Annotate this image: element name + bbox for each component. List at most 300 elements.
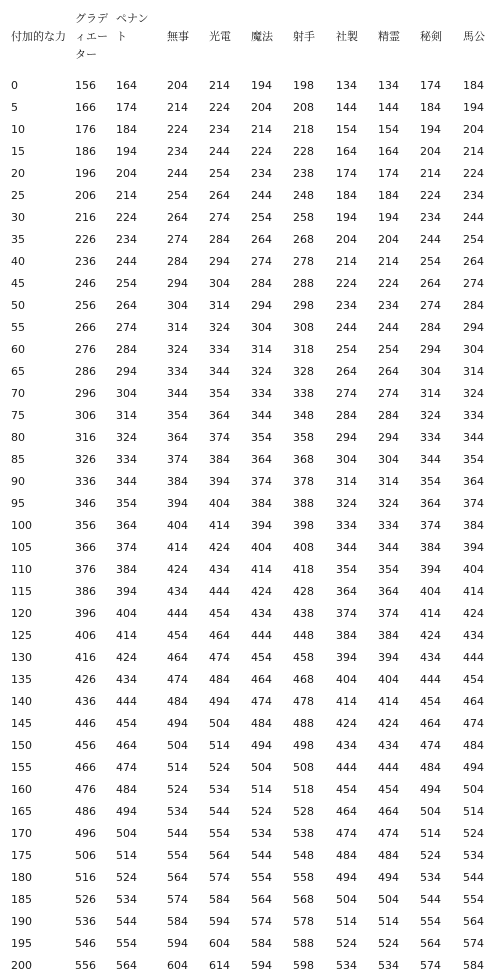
table-cell: 334: [116, 452, 137, 466]
table-cell: 364: [251, 452, 272, 466]
table-cell: 534: [463, 848, 484, 862]
table-cell: 396: [75, 606, 96, 620]
row-label-cell: 55: [11, 320, 25, 334]
table-cell: 308: [293, 320, 314, 334]
table-cell: 434: [378, 738, 399, 752]
table-cell: 536: [75, 914, 96, 928]
table-cell: 264: [463, 254, 484, 268]
row-label-cell: 75: [11, 408, 25, 422]
row-label-cell: 115: [11, 584, 32, 598]
table-cell: 588: [293, 936, 314, 950]
table-row: [0, 822, 497, 844]
table-cell: 224: [251, 144, 272, 158]
table-cell: 404: [209, 496, 230, 510]
column-header: 精霊: [378, 30, 400, 43]
table-cell: 504: [116, 826, 137, 840]
table-row: [0, 470, 497, 492]
table-cell: 264: [116, 298, 137, 312]
table-row: [0, 294, 497, 316]
table-cell: 156: [75, 78, 96, 92]
table-cell: 414: [420, 606, 441, 620]
table-cell: 424: [209, 540, 230, 554]
table-row: [0, 74, 497, 96]
table-cell: 464: [209, 628, 230, 642]
table-cell: 274: [463, 276, 484, 290]
table-row: [0, 382, 497, 404]
column-header: 魔法: [251, 30, 273, 43]
table-cell: 354: [209, 386, 230, 400]
table-cell: 504: [251, 760, 272, 774]
table-cell: 324: [209, 320, 230, 334]
table-cell: 234: [463, 188, 484, 202]
table-cell: 364: [209, 408, 230, 422]
row-label-cell: 190: [11, 914, 32, 928]
table-cell: 224: [336, 276, 357, 290]
table-cell: 334: [420, 430, 441, 444]
table-cell: 196: [75, 166, 96, 180]
table-row: [0, 624, 497, 646]
table-cell: 454: [420, 694, 441, 708]
table-row: [0, 426, 497, 448]
table-row: [0, 602, 497, 624]
table-cell: 144: [378, 100, 399, 114]
table-cell: 314: [167, 320, 188, 334]
table-cell: 544: [251, 848, 272, 862]
row-label-cell: 175: [11, 848, 32, 862]
table-cell: 404: [336, 672, 357, 686]
row-label-cell: 155: [11, 760, 32, 774]
table-cell: 226: [75, 232, 96, 246]
table-cell: 458: [293, 650, 314, 664]
table-cell: 294: [167, 276, 188, 290]
table-cell: 438: [293, 606, 314, 620]
table-cell: 354: [463, 452, 484, 466]
table-cell: 204: [378, 232, 399, 246]
table-cell: 206: [75, 188, 96, 202]
table-cell: 204: [251, 100, 272, 114]
table-cell: 466: [75, 760, 96, 774]
table-cell: 494: [378, 870, 399, 884]
table-cell: 334: [251, 386, 272, 400]
table-row: [0, 272, 497, 294]
table-cell: 474: [463, 716, 484, 730]
table-cell: 346: [75, 496, 96, 510]
table-cell: 426: [75, 672, 96, 686]
table-cell: 216: [75, 210, 96, 224]
table-cell: 504: [336, 892, 357, 906]
table-cell: 208: [293, 100, 314, 114]
table-cell: 366: [75, 540, 96, 554]
table-cell: 284: [209, 232, 230, 246]
table-cell: 464: [420, 716, 441, 730]
table-cell: 534: [116, 892, 137, 906]
table-cell: 364: [420, 496, 441, 510]
table-cell: 524: [167, 782, 188, 796]
table-cell: 194: [420, 122, 441, 136]
table-cell: 328: [293, 364, 314, 378]
table-cell: 336: [75, 474, 96, 488]
table-cell: 574: [251, 914, 272, 928]
table-cell: 344: [116, 474, 137, 488]
table-cell: 364: [336, 584, 357, 598]
table-cell: 414: [463, 584, 484, 598]
table-cell: 554: [116, 936, 137, 950]
table-cell: 544: [420, 892, 441, 906]
table-row: [0, 690, 497, 712]
table-cell: 344: [251, 408, 272, 422]
table-cell: 558: [293, 870, 314, 884]
column-header: グラディエーター: [75, 12, 108, 61]
table-cell: 184: [420, 100, 441, 114]
table-cell: 436: [75, 694, 96, 708]
table-cell: 334: [336, 518, 357, 532]
table-cell: 474: [378, 826, 399, 840]
table-body: [0, 74, 497, 976]
table-cell: 254: [209, 166, 230, 180]
table-cell: 568: [293, 892, 314, 906]
table-cell: 284: [167, 254, 188, 268]
table-cell: 504: [463, 782, 484, 796]
table-cell: 394: [378, 650, 399, 664]
table-cell: 454: [336, 782, 357, 796]
row-label-cell: 65: [11, 364, 25, 378]
table-cell: 464: [167, 650, 188, 664]
table-cell: 214: [167, 100, 188, 114]
table-cell: 184: [336, 188, 357, 202]
row-label-cell: 45: [11, 276, 25, 290]
table-cell: 284: [116, 342, 137, 356]
table-cell: 204: [336, 232, 357, 246]
table-cell: 444: [378, 760, 399, 774]
table-cell: 514: [116, 848, 137, 862]
table-cell: 584: [463, 958, 484, 972]
table-cell: 384: [463, 518, 484, 532]
table-cell: 244: [251, 188, 272, 202]
table-cell: 294: [378, 430, 399, 444]
table-cell: 554: [209, 826, 230, 840]
table-cell: 454: [378, 782, 399, 796]
table-cell: 594: [209, 914, 230, 928]
table-cell: 228: [293, 144, 314, 158]
table-cell: 198: [293, 78, 314, 92]
table-cell: 294: [420, 342, 441, 356]
table-cell: 564: [116, 958, 137, 972]
table-cell: 544: [167, 826, 188, 840]
table-cell: 456: [75, 738, 96, 752]
table-cell: 374: [420, 518, 441, 532]
table-cell: 164: [116, 78, 137, 92]
table-cell: 304: [167, 298, 188, 312]
table-cell: 546: [75, 936, 96, 950]
table-cell: 526: [75, 892, 96, 906]
table-cell: 554: [251, 870, 272, 884]
table-cell: 166: [75, 100, 96, 114]
table-row: [0, 712, 497, 734]
column-header: 無事: [167, 30, 189, 43]
table-cell: 266: [75, 320, 96, 334]
table-cell: 314: [336, 474, 357, 488]
table-cell: 194: [378, 210, 399, 224]
table-cell: 404: [378, 672, 399, 686]
table-cell: 214: [336, 254, 357, 268]
table-cell: 444: [251, 628, 272, 642]
table-cell: 334: [463, 408, 484, 422]
table-cell: 354: [251, 430, 272, 444]
table-cell: 454: [463, 672, 484, 686]
row-label-cell: 160: [11, 782, 32, 796]
row-label-cell: 50: [11, 298, 25, 312]
table-cell: 444: [463, 650, 484, 664]
table-row: [0, 228, 497, 250]
table-cell: 434: [116, 672, 137, 686]
table-cell: 254: [378, 342, 399, 356]
table-cell: 354: [420, 474, 441, 488]
table-cell: 294: [251, 298, 272, 312]
row-label-cell: 110: [11, 562, 32, 576]
table-cell: 214: [378, 254, 399, 268]
table-cell: 184: [116, 122, 137, 136]
table-cell: 284: [463, 298, 484, 312]
table-cell: 564: [420, 936, 441, 950]
table-cell: 344: [336, 540, 357, 554]
table-cell: 174: [420, 78, 441, 92]
table-cell: 264: [167, 210, 188, 224]
table-cell: 174: [116, 100, 137, 114]
table-cell: 294: [463, 320, 484, 334]
row-label-cell: 170: [11, 826, 32, 840]
table-cell: 236: [75, 254, 96, 268]
table-cell: 274: [209, 210, 230, 224]
table-cell: 414: [378, 694, 399, 708]
table-cell: 604: [209, 936, 230, 950]
table-cell: 454: [116, 716, 137, 730]
table-cell: 294: [209, 254, 230, 268]
row-label-cell: 25: [11, 188, 25, 202]
table-cell: 584: [167, 914, 188, 928]
table-cell: 514: [463, 804, 484, 818]
table-cell: 254: [116, 276, 137, 290]
table-cell: 474: [420, 738, 441, 752]
table-cell: 194: [251, 78, 272, 92]
table-cell: 338: [293, 386, 314, 400]
table-cell: 394: [251, 518, 272, 532]
table-cell: 154: [336, 122, 357, 136]
table-cell: 194: [463, 100, 484, 114]
table-cell: 534: [378, 958, 399, 972]
table-cell: 534: [251, 826, 272, 840]
table-cell: 384: [116, 562, 137, 576]
table-cell: 314: [463, 364, 484, 378]
table-cell: 394: [420, 562, 441, 576]
column-header: 社製: [336, 30, 358, 43]
table-cell: 434: [420, 650, 441, 664]
table-cell: 304: [251, 320, 272, 334]
table-cell: 398: [293, 518, 314, 532]
table-cell: 288: [293, 276, 314, 290]
table-cell: 468: [293, 672, 314, 686]
table-cell: 574: [420, 958, 441, 972]
table-cell: 304: [420, 364, 441, 378]
table-cell: 524: [336, 936, 357, 950]
table-cell: 484: [420, 760, 441, 774]
table-cell: 184: [378, 188, 399, 202]
table-cell: 214: [420, 166, 441, 180]
table-cell: 374: [463, 496, 484, 510]
table-row: [0, 536, 497, 558]
table-cell: 548: [293, 848, 314, 862]
column-header: 付加的な力: [11, 30, 66, 43]
table-cell: 374: [167, 452, 188, 466]
column-header: 馬公: [463, 30, 485, 43]
table-cell: 324: [167, 342, 188, 356]
table-cell: 518: [293, 782, 314, 796]
table-cell: 214: [463, 144, 484, 158]
table-cell: 424: [378, 716, 399, 730]
table-cell: 234: [336, 298, 357, 312]
table-cell: 186: [75, 144, 96, 158]
table-cell: 514: [167, 760, 188, 774]
row-label-cell: 145: [11, 716, 32, 730]
table-cell: 484: [463, 738, 484, 752]
table-cell: 414: [209, 518, 230, 532]
table-cell: 364: [378, 584, 399, 598]
table-cell: 554: [167, 848, 188, 862]
table-cell: 364: [116, 518, 137, 532]
table-row: [0, 778, 497, 800]
table-cell: 314: [209, 298, 230, 312]
table-cell: 454: [167, 628, 188, 642]
table-cell: 134: [336, 78, 357, 92]
table-cell: 264: [209, 188, 230, 202]
table-cell: 444: [336, 760, 357, 774]
table-cell: 404: [420, 584, 441, 598]
table-cell: 304: [336, 452, 357, 466]
table-cell: 448: [293, 628, 314, 642]
table-cell: 306: [75, 408, 96, 422]
table-cell: 376: [75, 562, 96, 576]
table-cell: 374: [209, 430, 230, 444]
table-cell: 404: [251, 540, 272, 554]
table-cell: 454: [251, 650, 272, 664]
table-cell: 134: [378, 78, 399, 92]
table-cell: 374: [378, 606, 399, 620]
table-cell: 574: [463, 936, 484, 950]
table-cell: 384: [378, 628, 399, 642]
table-cell: 348: [293, 408, 314, 422]
table-cell: 494: [167, 716, 188, 730]
table-cell: 474: [116, 760, 137, 774]
table-cell: 488: [293, 716, 314, 730]
table-cell: 594: [167, 936, 188, 950]
table-cell: 354: [167, 408, 188, 422]
table-cell: 478: [293, 694, 314, 708]
table-row: [0, 866, 497, 888]
table-cell: 564: [167, 870, 188, 884]
table-cell: 324: [420, 408, 441, 422]
table-cell: 244: [420, 232, 441, 246]
table-cell: 504: [209, 716, 230, 730]
table-cell: 354: [336, 562, 357, 576]
table-cell: 496: [75, 826, 96, 840]
table-cell: 284: [420, 320, 441, 334]
table-cell: 224: [378, 276, 399, 290]
table-cell: 254: [420, 254, 441, 268]
table-row: [0, 250, 497, 272]
table-cell: 434: [251, 606, 272, 620]
table-cell: 514: [209, 738, 230, 752]
table-cell: 296: [75, 386, 96, 400]
table-row: [0, 910, 497, 932]
row-label-cell: 100: [11, 518, 32, 532]
table-cell: 248: [293, 188, 314, 202]
header-row: [0, 0, 497, 74]
table-cell: 484: [336, 848, 357, 862]
table-row: [0, 514, 497, 536]
table-cell: 564: [209, 848, 230, 862]
table-cell: 304: [378, 452, 399, 466]
table-cell: 358: [293, 430, 314, 444]
table-cell: 204: [116, 166, 137, 180]
table-cell: 364: [167, 430, 188, 444]
table-cell: 334: [209, 342, 230, 356]
table-cell: 214: [209, 78, 230, 92]
table-cell: 284: [336, 408, 357, 422]
table-cell: 516: [75, 870, 96, 884]
table-cell: 484: [167, 694, 188, 708]
table-cell: 444: [420, 672, 441, 686]
table-cell: 314: [378, 474, 399, 488]
table-cell: 224: [116, 210, 137, 224]
table-cell: 214: [116, 188, 137, 202]
table-cell: 254: [167, 188, 188, 202]
table-cell: 264: [420, 276, 441, 290]
table-cell: 238: [293, 166, 314, 180]
table-cell: 234: [251, 166, 272, 180]
table-cell: 394: [116, 584, 137, 598]
table-row: [0, 756, 497, 778]
table-cell: 524: [420, 848, 441, 862]
table-cell: 224: [167, 122, 188, 136]
table-row: [0, 140, 497, 162]
table-row: [0, 316, 497, 338]
table-cell: 344: [378, 540, 399, 554]
table-cell: 464: [336, 804, 357, 818]
table-cell: 484: [378, 848, 399, 862]
table-cell: 424: [420, 628, 441, 642]
table-cell: 284: [251, 276, 272, 290]
table-cell: 564: [251, 892, 272, 906]
row-label-cell: 0: [11, 78, 18, 92]
table-row: [0, 844, 497, 866]
row-label-cell: 90: [11, 474, 25, 488]
table-cell: 274: [336, 386, 357, 400]
table-cell: 464: [463, 694, 484, 708]
table-cell: 326: [75, 452, 96, 466]
table-cell: 264: [378, 364, 399, 378]
table-cell: 416: [75, 650, 96, 664]
row-label-cell: 40: [11, 254, 25, 268]
table-cell: 244: [463, 210, 484, 224]
table-row: [0, 800, 497, 822]
table-cell: 524: [378, 936, 399, 950]
table-cell: 256: [75, 298, 96, 312]
table-cell: 344: [420, 452, 441, 466]
table-cell: 384: [167, 474, 188, 488]
table-cell: 514: [251, 782, 272, 796]
table-cell: 414: [116, 628, 137, 642]
table-cell: 388: [293, 496, 314, 510]
table-cell: 374: [116, 540, 137, 554]
